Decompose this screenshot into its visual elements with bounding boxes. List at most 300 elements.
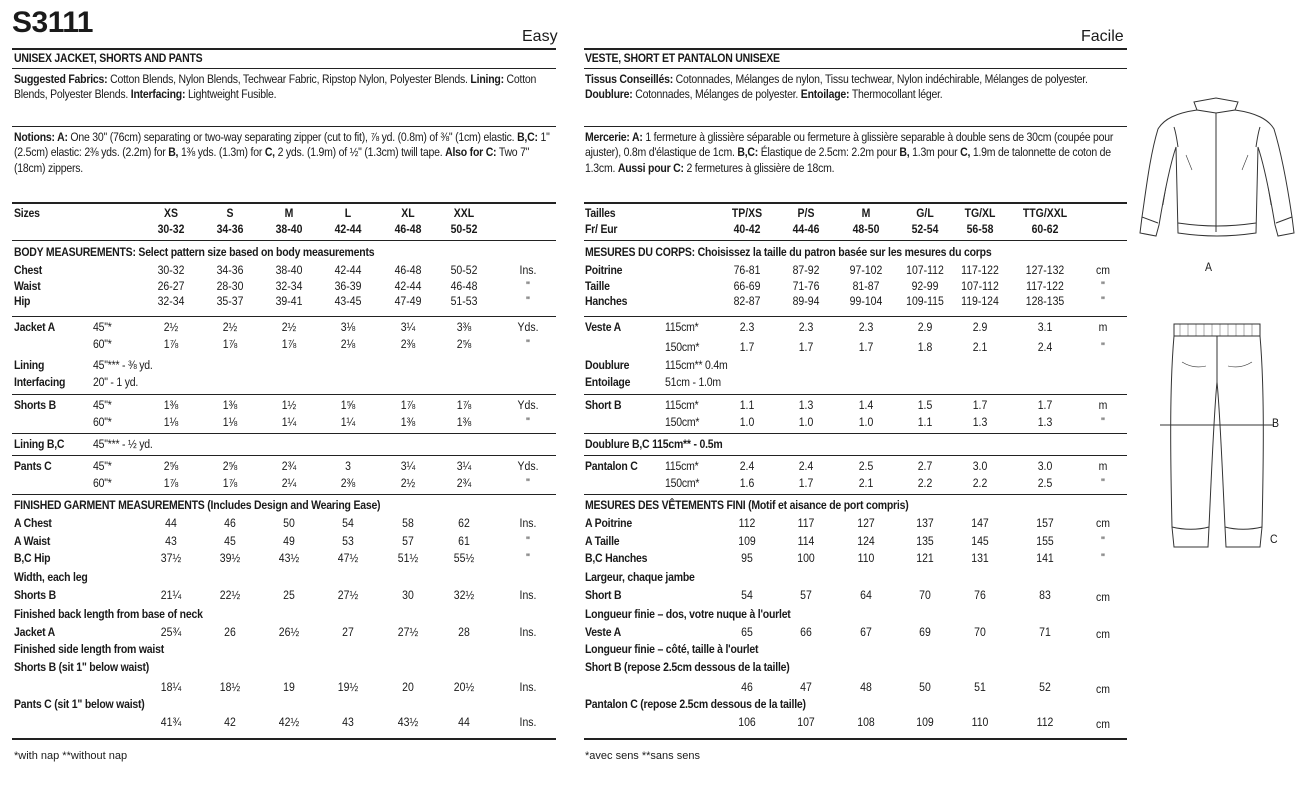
fin-val-en-0-5: 62 xyxy=(458,516,470,530)
size-range-fr-4: 56-58 xyxy=(966,222,994,236)
short-fr-val-0-5: 1.7 xyxy=(1037,398,1053,412)
notions-fr-text-3: 1.9m de talonnette de coton de 1.3cm. xyxy=(585,145,1111,175)
pantsC-val-en-1: 42 xyxy=(224,715,236,729)
fabrics-fr-bold-0: Tissus Conseillés: xyxy=(585,72,673,86)
body-val-en-2-4: 47-49 xyxy=(394,294,422,309)
notions-rule-en xyxy=(12,202,556,204)
shortB2-label-fr: Short B (repose 2.5cm dessous de la taille) xyxy=(585,660,790,674)
top-rule-en xyxy=(12,48,556,50)
pantalon-fr-label-0: Pantalon C xyxy=(585,459,638,473)
pantalon-fr-val-0-5: 3.0 xyxy=(1037,459,1053,473)
difficulty-en: Easy xyxy=(522,28,558,45)
pants-en-width-1: 60"* xyxy=(93,476,112,490)
body-val-en-2-0: 32-34 xyxy=(157,294,185,309)
size-col-en-5: XXL xyxy=(453,206,475,220)
body-rule-en xyxy=(12,316,556,317)
jacket-en-val-0-5: 3⅜ xyxy=(456,320,472,334)
fin-unit-fr-0: cm xyxy=(1096,516,1110,530)
fin-val-fr-0-5: 157 xyxy=(1036,516,1054,530)
pants-en-label-0: Pants C xyxy=(14,459,52,473)
body-val-en-1-3: 36-39 xyxy=(334,278,362,293)
doublurebc-rule-fr xyxy=(584,455,1127,456)
fin-label-en-0: A Chest xyxy=(14,516,52,530)
body-label-fr-2: Hanches xyxy=(585,294,628,309)
veste-fr-val-1-3: 1.8 xyxy=(917,340,933,354)
size-range-en-1: 34-36 xyxy=(216,222,244,236)
body-val-fr-2-4: 119-124 xyxy=(961,294,999,309)
pantalonC-val-fr-3: 109 xyxy=(916,715,934,729)
shortsB-label-en: Shorts B xyxy=(14,588,56,602)
notions-en-bold-1: B,C: xyxy=(517,130,538,144)
veste-fr-width-0: 115cm* xyxy=(665,320,699,334)
shortB-val-fr-4: 76 xyxy=(974,588,986,602)
short-fr-width-1: 150cm* xyxy=(665,415,700,429)
body-unit-fr-2: " xyxy=(1101,294,1105,309)
size-col-en-1: S xyxy=(226,206,234,220)
jacketA-val-en-2: 26½ xyxy=(278,625,300,639)
fin-val-en-1-4: 57 xyxy=(402,533,414,548)
shorts-en-val-1-5: 1⅜ xyxy=(456,415,472,429)
notions-fr-bold-1: B,C: xyxy=(737,145,759,160)
jacket-illustration xyxy=(1136,95,1296,245)
notions-en-text-0: One 30" (76cm) separating or two-way separating zipper (cut to fit), ⅞ yd. (0.8m) of ⅜" (1cm) elastic. xyxy=(67,130,518,144)
notions-fr-bold-2: B, xyxy=(899,145,910,160)
body-val-fr-1-1: 71-76 xyxy=(792,278,820,293)
vesteA-val-fr-3: 69 xyxy=(919,625,931,639)
pantalonC-val-fr-0: 106 xyxy=(738,715,756,729)
fabrics-en-content xyxy=(14,72,550,103)
shortsB-val-en-1: 22½ xyxy=(219,588,241,602)
pantalonC-val-fr-5: 112 xyxy=(1036,715,1054,729)
veste-fr-unit-0: m xyxy=(1098,320,1108,334)
notions-fr-text-2: 1.3m pour xyxy=(909,145,961,160)
size-col-fr-2: M xyxy=(861,206,871,220)
pantalon-fr-val-0-3: 2.7 xyxy=(917,459,933,473)
fin-val-en-1-5: 61 xyxy=(458,533,470,548)
fin-val-fr-0-4: 147 xyxy=(971,516,989,530)
body-unit-en-2: " xyxy=(526,294,530,309)
lining-val-en: 45"*** - ⅜ yd. xyxy=(93,358,153,372)
body-val-en-0-5: 50-52 xyxy=(450,263,478,277)
veste-fr-val-1-2: 1.7 xyxy=(858,340,874,354)
title-fr: VESTE, SHORT ET PANTALON UNISEXE xyxy=(585,51,780,65)
fin-unit-en-0: Ins. xyxy=(519,516,537,530)
figure-label-a: A xyxy=(1205,260,1212,274)
shortsB-unit-en: Ins. xyxy=(519,588,537,602)
body-val-en-1-0: 26-27 xyxy=(157,278,185,293)
body-label-en-0: Chest xyxy=(14,263,43,277)
shorts-en-val-1-1: 1⅛ xyxy=(222,415,238,429)
vesteA-val-fr-4: 70 xyxy=(974,625,986,639)
short-fr-val-1-3: 1.1 xyxy=(917,415,933,429)
title-rule-fr xyxy=(584,68,1127,69)
size-range-fr-2: 48-50 xyxy=(852,222,880,236)
fin-label-en-1: A Waist xyxy=(14,533,51,548)
fin-heading-fr: MESURES DES VÊTEMENTS FINI (Motif et aisance de port compris) xyxy=(585,498,909,512)
veste-fr-label-0: Veste A xyxy=(585,320,621,334)
size-range-en-0: 30-32 xyxy=(157,222,185,236)
size-range-fr-1: 44-46 xyxy=(792,222,820,236)
pantalon-fr-val-1-2: 2.1 xyxy=(858,476,874,490)
shorts-en-val-0-0: 1⅜ xyxy=(163,398,179,412)
jacketA-val-en-0: 25¾ xyxy=(160,625,182,639)
size-col-fr-1: P/S xyxy=(797,206,815,220)
pantsC-val-en-3: 43 xyxy=(342,715,354,729)
interfacing-label-en: Interfacing xyxy=(14,375,66,389)
body-val-fr-2-0: 82-87 xyxy=(733,294,761,309)
jacketA-val-en-1: 26 xyxy=(224,625,236,639)
shortsB2-unit-en: Ins. xyxy=(519,680,537,694)
fin-label-en-2: B,C Hip xyxy=(14,551,51,565)
fin-heading-en: FINISHED GARMENT MEASUREMENTS (Includes Design and Wearing Ease) xyxy=(14,498,381,512)
pantsC-val-en-2: 42½ xyxy=(278,715,300,729)
pants-en-val-0-0: 2⅝ xyxy=(163,459,179,473)
fin-label-fr-2: B,C Hanches xyxy=(585,551,648,565)
shorts-en-val-0-5: 1⅞ xyxy=(456,398,472,412)
body-heading-en: BODY MEASUREMENTS: Select pattern size based on body measurements xyxy=(14,245,375,259)
notions-fr-text-0: 1 fermeture à glissière séparable ou fermeture à glissière separable à double sens de 30cm (coupée pour ajuster), 0.8m d'élastique de 1cm. xyxy=(585,130,1114,160)
shortB2-val-fr-3: 50 xyxy=(919,680,931,694)
entoilage-label-fr: Entoilage xyxy=(585,375,631,389)
shorts-en-val-0-1: 1⅜ xyxy=(222,398,238,412)
fin-val-en-1-2: 49 xyxy=(283,533,295,548)
pantalon-fr-val-0-0: 2.4 xyxy=(739,459,755,473)
figure-label-b: B xyxy=(1272,416,1279,430)
body-val-en-2-1: 35-37 xyxy=(216,294,244,309)
body-val-fr-0-3: 107-112 xyxy=(906,263,944,277)
jacket-rule-en xyxy=(12,394,556,395)
body-val-en-1-1: 28-30 xyxy=(216,278,244,293)
fabrics-en-bold-1: Lining: xyxy=(470,72,504,86)
shorts-en-val-1-0: 1⅛ xyxy=(163,415,179,429)
body-val-fr-2-2: 99-104 xyxy=(849,294,883,309)
pantalon-fr-val-1-4: 2.2 xyxy=(972,476,988,490)
size-range-en-2: 38-40 xyxy=(275,222,303,236)
pantalon-fr-unit-1: " xyxy=(1101,476,1105,490)
shortsB-val-en-3: 27½ xyxy=(337,588,359,602)
fin-unit-en-2: " xyxy=(526,551,530,565)
jacket-en-val-1-0: 1⅞ xyxy=(163,337,179,351)
shortB-val-fr-2: 64 xyxy=(860,588,872,602)
pantalon-fr-width-0: 115cm* xyxy=(665,459,699,473)
size-range-en-3: 42-44 xyxy=(334,222,362,236)
top-rule-fr xyxy=(584,48,1127,50)
pants-en-val-0-5: 3¼ xyxy=(456,459,472,473)
short-fr-val-1-4: 1.3 xyxy=(972,415,988,429)
veste-fr-val-1-5: 2.4 xyxy=(1037,340,1053,354)
interfacing-val-en: 20" - 1 yd. xyxy=(93,375,139,389)
jacketA-val-en-5: 28 xyxy=(458,625,470,639)
fin-unit-fr-1: " xyxy=(1101,533,1105,548)
fin-val-en-0-2: 50 xyxy=(283,516,295,530)
sizes-label-en: Sizes xyxy=(14,206,40,220)
veste-fr-val-0-5: 3.1 xyxy=(1037,320,1053,334)
body-val-en-0-2: 38-40 xyxy=(275,263,303,277)
body-unit-en-1: " xyxy=(526,278,530,293)
pants-en-val-0-3: 3 xyxy=(345,459,351,473)
jacketA-unit-en: Ins. xyxy=(519,625,537,639)
pants-en-val-0-2: 2¾ xyxy=(281,459,297,473)
short-fr-val-0-4: 1.7 xyxy=(972,398,988,412)
shortsB-val-en-0: 21¼ xyxy=(160,588,182,602)
fin-val-en-2-2: 43½ xyxy=(278,551,300,565)
vesteA-unit-fr: cm xyxy=(1096,627,1110,641)
notions-fr-bold-3: C, xyxy=(960,145,971,160)
body-val-en-1-5: 46-48 xyxy=(450,278,478,293)
notions-fr-text-4: 2 fermetures à glissière de 18cm. xyxy=(683,160,835,175)
body-label-fr-1: Taille xyxy=(585,278,610,293)
doublure-val-fr: 115cm** 0.4m xyxy=(665,358,728,372)
veste-fr-val-0-2: 2.3 xyxy=(858,320,874,334)
fin-val-fr-2-2: 110 xyxy=(857,551,875,565)
notions-en-bold-4: Also for C: xyxy=(445,145,497,160)
pants-en-val-1-5: 2¾ xyxy=(456,476,472,490)
fabrics-fr-text-2: Thermocollant léger. xyxy=(849,87,943,102)
side-len-fr: Longueur finie – côté, taille à l'ourlet xyxy=(585,642,759,656)
body-val-fr-1-2: 81-87 xyxy=(852,278,880,293)
shortB2-val-fr-0: 46 xyxy=(741,680,753,694)
vesteA-val-fr-5: 71 xyxy=(1039,625,1051,639)
shortsB-val-en-4: 30 xyxy=(402,588,414,602)
fin-val-fr-1-3: 135 xyxy=(916,533,934,548)
notions-en-content xyxy=(14,130,559,176)
body-val-fr-0-4: 117-122 xyxy=(961,263,999,277)
notions-en-text-3: 2 yds. (1.9m) of ½" (1.3cm) twill tape. xyxy=(274,145,446,160)
width-leg-fr: Largeur, chaque jambe xyxy=(585,570,695,584)
fin-val-en-2-4: 51½ xyxy=(397,551,419,565)
pantalon-fr-val-1-1: 1.7 xyxy=(798,476,814,490)
short-fr-unit-1: " xyxy=(1101,415,1105,429)
veste-fr-val-0-0: 2.3 xyxy=(739,320,755,334)
pants-en-unit-1: " xyxy=(526,476,530,490)
fin-val-fr-0-1: 117 xyxy=(797,516,815,530)
fin-val-en-0-4: 58 xyxy=(402,516,414,530)
bottom-rule-en xyxy=(12,738,556,740)
body-label-en-1: Waist xyxy=(14,278,41,293)
shorts-en-val-0-4: 1⅞ xyxy=(400,398,416,412)
veste-fr-val-1-4: 2.1 xyxy=(972,340,988,354)
doublure-label-fr: Doublure xyxy=(585,358,630,372)
pantalon-fr-unit-0: m xyxy=(1098,459,1108,473)
size-col-fr-0: TP/XS xyxy=(731,206,763,220)
fabrics-fr-bold-1: Doublure: xyxy=(585,87,633,102)
jacketA-val-en-4: 27½ xyxy=(397,625,419,639)
jacket-en-val-0-1: 2½ xyxy=(222,320,238,334)
difficulty-fr: Facile xyxy=(1081,28,1124,45)
liningbc-val-en: 45"*** - ½ yd. xyxy=(93,437,153,451)
body-val-fr-0-5: 127-132 xyxy=(1025,263,1065,277)
body-val-fr-2-3: 109-115 xyxy=(906,294,944,309)
jacket-en-val-0-4: 3¼ xyxy=(400,320,416,334)
notions-fr xyxy=(585,130,1127,176)
fabrics-en-text-0: Cotton Blends, Nylon Blends, Techwear Fabric, Ripstop Nylon, Polyester Blends. xyxy=(107,72,471,86)
notions-en-bold-0: Notions: A: xyxy=(14,130,68,144)
pants-en-unit-0: Yds. xyxy=(517,459,539,473)
notions-fr-text-1: Élastique de 2.5cm: 2.2m pour xyxy=(758,145,900,160)
body-val-en-2-5: 51-53 xyxy=(450,294,478,309)
pants-en-val-1-3: 2⅜ xyxy=(340,476,356,490)
body-unit-en-0: Ins. xyxy=(519,263,537,277)
veste-fr-val-0-3: 2.9 xyxy=(917,320,933,334)
pantsC-unit-en: Ins. xyxy=(519,715,537,729)
shortsB2-label-en: Shorts B (sit 1" below waist) xyxy=(14,660,150,674)
short-fr-val-0-0: 1.1 xyxy=(739,398,755,412)
pantalonC-val-fr-2: 108 xyxy=(857,715,875,729)
size-col-en-2: M xyxy=(284,206,294,220)
veste-fr-val-1-0: 1.7 xyxy=(739,340,755,354)
fin-val-fr-2-4: 131 xyxy=(971,551,989,565)
pantalonC-unit-fr: cm xyxy=(1096,717,1110,731)
shortsB2-val-en-4: 20 xyxy=(402,680,414,694)
jacketA-val-en-3: 27 xyxy=(342,625,354,639)
body-val-en-2-3: 43-45 xyxy=(334,294,362,309)
title-en: UNISEX JACKET, SHORTS AND PANTS xyxy=(14,51,203,65)
pantsC-val-en-5: 44 xyxy=(458,715,470,729)
figure-label-c: C xyxy=(1270,532,1278,546)
fin-val-en-2-0: 37½ xyxy=(160,551,182,565)
side-len-en: Finished side length from waist xyxy=(14,642,165,656)
short-rule-fr xyxy=(584,433,1127,434)
jacket-en-label-0: Jacket A xyxy=(14,320,56,334)
short-fr-val-1-2: 1.0 xyxy=(858,415,874,429)
fin-val-fr-2-0: 95 xyxy=(741,551,753,565)
body-val-fr-1-5: 117-122 xyxy=(1026,278,1064,293)
width-leg-en: Width, each leg xyxy=(14,570,88,584)
pants-en-val-0-4: 3¼ xyxy=(400,459,416,473)
sizes-label-fr: Tailles xyxy=(585,206,616,220)
fin-unit-en-1: " xyxy=(526,533,530,548)
notions-rule-fr xyxy=(584,202,1127,204)
fabrics-fr-content xyxy=(585,72,1115,103)
fabrics-en-text-1: Cotton Blends, Polyester Blends. xyxy=(14,72,537,102)
notions-en-bold-3: C, xyxy=(264,145,275,160)
shortB2-val-fr-1: 47 xyxy=(800,680,812,694)
fin-val-fr-2-5: 141 xyxy=(1036,551,1054,565)
vesteA-label-fr: Veste A xyxy=(585,625,621,639)
short-fr-val-0-2: 1.4 xyxy=(858,398,874,412)
shortB-val-fr-3: 70 xyxy=(919,588,931,602)
fin-val-en-0-1: 46 xyxy=(224,516,236,530)
body-val-en-0-0: 30-32 xyxy=(157,263,185,277)
body-val-en-1-4: 42-44 xyxy=(394,278,422,293)
shorts-en-width-1: 60"* xyxy=(93,415,112,429)
shortsB2-val-en-1: 18½ xyxy=(219,680,241,694)
short-fr-val-1-1: 1.0 xyxy=(798,415,814,429)
jacket-en-val-0-0: 2½ xyxy=(163,320,179,334)
shorts-en-width-0: 45"* xyxy=(93,398,112,412)
body-val-en-0-1: 34-36 xyxy=(216,263,244,277)
shorts-en-unit-0: Yds. xyxy=(517,398,539,412)
pantalon-fr-val-1-0: 1.6 xyxy=(739,476,755,490)
fin-val-en-1-1: 45 xyxy=(224,533,236,548)
pantalonC-label-fr: Pantalon C (repose 2.5cm dessous de la taille) xyxy=(585,697,806,711)
fin-val-fr-0-0: 112 xyxy=(738,516,756,530)
footnote-en: *with nap **without nap xyxy=(14,750,128,762)
pattern-code: S3111 xyxy=(12,6,93,39)
size-col-fr-5: TTG/XXL xyxy=(1022,206,1068,220)
notions-en-text-1: 1" (2.5cm) elastic: 2⅜ yds. (2.2m) for xyxy=(14,130,550,160)
size-col-en-4: XL xyxy=(401,206,415,220)
pants-en-val-1-4: 2½ xyxy=(400,476,416,490)
fin-val-en-2-5: 55½ xyxy=(453,551,475,565)
shortsB-val-en-2: 25 xyxy=(283,588,295,602)
size-range-fr-5: 60-62 xyxy=(1031,222,1059,236)
fin-val-en-2-3: 47½ xyxy=(337,551,359,565)
body-label-en-2: Hip xyxy=(14,294,31,309)
jacket-en-val-1-1: 1⅞ xyxy=(222,337,238,351)
shortsB2-val-en-2: 19 xyxy=(283,680,295,694)
pantsC-label-en: Pants C (sit 1" below waist) xyxy=(14,697,145,711)
shortsB2-val-en-5: 20½ xyxy=(453,680,475,694)
fin-label-fr-0: A Poitrine xyxy=(585,516,632,530)
fin-val-fr-1-4: 145 xyxy=(971,533,989,548)
body-val-fr-0-1: 87-92 xyxy=(792,263,820,277)
vesteA-val-fr-1: 66 xyxy=(800,625,812,639)
pantalonC-val-fr-4: 110 xyxy=(971,715,989,729)
body-heading-fr: MESURES DU CORPS: Choisissez la taille du patron basée sur les mesures du corps xyxy=(585,245,992,259)
body-unit-fr-1: " xyxy=(1101,278,1105,293)
size-range-fr-3: 52-54 xyxy=(911,222,939,236)
pantalon-fr-val-1-3: 2.2 xyxy=(917,476,933,490)
pants-illustration xyxy=(1162,322,1272,554)
short-fr-val-1-5: 1.3 xyxy=(1037,415,1053,429)
short-fr-unit-0: m xyxy=(1098,398,1108,412)
jacket-en-val-1-4: 2⅜ xyxy=(400,337,416,351)
shorts-en-val-1-3: 1¼ xyxy=(340,415,356,429)
fin-label-fr-1: A Taille xyxy=(585,533,620,548)
shortB-val-fr-5: 83 xyxy=(1039,588,1051,602)
shorts-en-unit-1: " xyxy=(526,415,530,429)
back-len-fr: Longueur finie – dos, votre nuque à l'ourlet xyxy=(585,607,791,621)
fin-val-en-0-0: 44 xyxy=(165,516,177,530)
entoilage-val-fr: 51cm - 1.0m xyxy=(665,375,721,389)
notions-fr-bold-0: Mercerie: A: xyxy=(585,130,643,144)
shortB2-val-fr-4: 51 xyxy=(974,680,986,694)
sizes-label2-fr: Fr/ Eur xyxy=(585,222,618,236)
vesteA-val-fr-0: 65 xyxy=(741,625,753,639)
shorts-en-label-0: Shorts B xyxy=(14,398,56,412)
size-range-fr-0: 40-42 xyxy=(733,222,761,236)
sizes-rule-en xyxy=(12,240,556,241)
short-fr-val-0-3: 1.5 xyxy=(917,398,933,412)
shortB-label-fr: Short B xyxy=(585,588,622,602)
body-val-fr-2-1: 89-94 xyxy=(792,294,820,309)
fabrics-en xyxy=(14,72,550,103)
shorts-en-val-1-4: 1⅜ xyxy=(400,415,416,429)
shorts-en-val-0-2: 1½ xyxy=(281,398,297,412)
fin-val-fr-2-3: 121 xyxy=(916,551,934,565)
veste-rule-fr xyxy=(584,394,1127,395)
jacket-en-val-0-2: 2½ xyxy=(281,320,297,334)
pantalonC-val-fr-1: 107 xyxy=(797,715,815,729)
fin-val-fr-1-0: 109 xyxy=(738,533,756,548)
shortB2-val-fr-2: 48 xyxy=(860,680,872,694)
vesteA-val-fr-2: 67 xyxy=(860,625,872,639)
pants-rule-en xyxy=(12,494,556,495)
shorts-en-val-1-2: 1¼ xyxy=(281,415,297,429)
body-rule-fr xyxy=(584,316,1127,317)
shorts-en-val-0-3: 1⅝ xyxy=(340,398,356,412)
pantalon-fr-width-1: 150cm* xyxy=(665,476,700,490)
shortB2-val-fr-5: 52 xyxy=(1039,680,1051,694)
body-val-fr-0-2: 97-102 xyxy=(849,263,883,277)
title-rule-en xyxy=(12,68,556,69)
bottom-rule-fr xyxy=(584,738,1127,740)
lining-label-en: Lining xyxy=(14,358,45,372)
body-val-en-0-4: 46-48 xyxy=(394,263,422,277)
short-fr-label-0: Short B xyxy=(585,398,622,412)
shortB2-unit-fr: cm xyxy=(1096,682,1110,696)
